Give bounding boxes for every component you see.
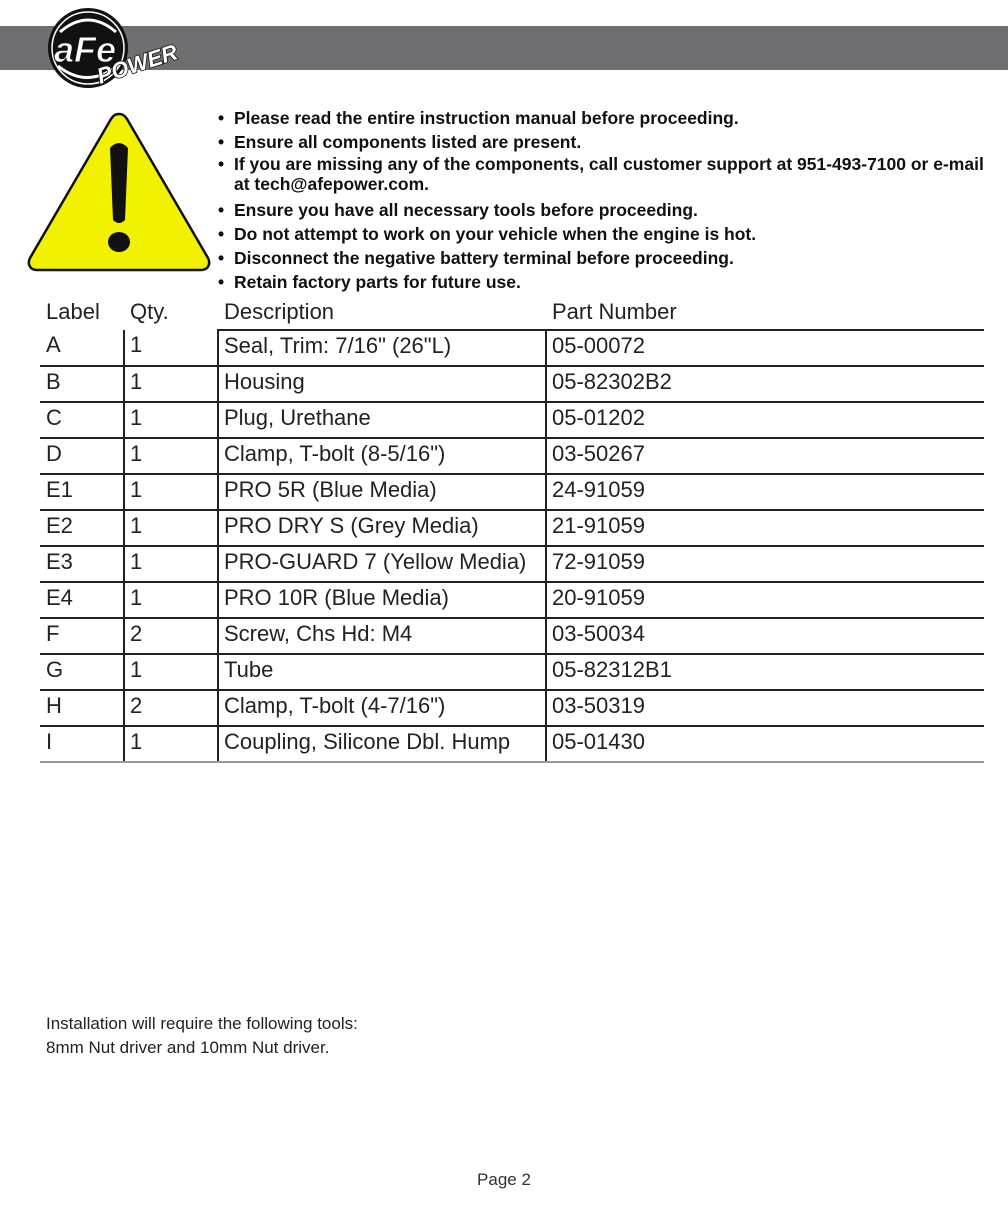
cell-label: E1 <box>40 474 124 510</box>
header-part-number: Part Number <box>546 294 984 330</box>
cell-label: C <box>40 402 124 438</box>
cell-qty: 1 <box>124 546 218 582</box>
cell-description: Clamp, T-bolt (4-7/16") <box>218 690 546 726</box>
cell-label: G <box>40 654 124 690</box>
table-row <box>40 474 984 510</box>
cell-part-number: 03-50267 <box>546 438 984 474</box>
table-row <box>40 618 984 654</box>
cell-qty: 1 <box>124 726 218 762</box>
cell-description: Coupling, Silicone Dbl. Hump <box>218 726 546 762</box>
table-row <box>40 546 984 582</box>
cell-qty: 2 <box>124 618 218 654</box>
brand-subtext: POWER <box>93 39 181 89</box>
cell-qty: 1 <box>124 366 218 402</box>
cell-part-number: 05-01202 <box>546 402 984 438</box>
cell-description: Seal, Trim: 7/16" (26"L) <box>218 330 546 366</box>
page-number: Page 2 <box>477 1170 531 1189</box>
cell-qty: 2 <box>124 690 218 726</box>
cell-label: E4 <box>40 582 124 618</box>
cell-part-number: 05-82312B1 <box>546 654 984 690</box>
table-row <box>40 402 984 438</box>
table-row <box>40 330 984 366</box>
cell-label: E3 <box>40 546 124 582</box>
cell-part-number: 21-91059 <box>546 510 984 546</box>
cell-part-number: 24-91059 <box>546 474 984 510</box>
tools-line-2: 8mm Nut driver and 10mm Nut driver. <box>46 1038 330 1057</box>
cell-description: Clamp, T-bolt (8-5/16") <box>218 438 546 474</box>
cell-qty: 1 <box>124 582 218 618</box>
cell-qty: 1 <box>124 330 218 366</box>
cell-part-number: 05-00072 <box>546 330 984 366</box>
parts-table <box>40 294 984 763</box>
warning-bullet: • Ensure you have all necessary tools before proceeding. <box>218 200 698 220</box>
table-row <box>40 654 984 690</box>
cell-label: H <box>40 690 124 726</box>
cell-description: PRO 10R (Blue Media) <box>218 582 546 618</box>
cell-description: Plug, Urethane <box>218 402 546 438</box>
table-row <box>40 438 984 474</box>
cell-qty: 1 <box>124 510 218 546</box>
cell-label: F <box>40 618 124 654</box>
warning-bullet: • If you are missing any of the components, call customer support at 951-493-7100 or e-mail at tech@afepower.com. <box>218 154 984 194</box>
warning-bullet: • Ensure all components listed are present. <box>218 132 582 152</box>
warning-bullet: • Retain factory parts for future use. <box>218 272 521 292</box>
table-row <box>40 582 984 618</box>
cell-description: PRO DRY S (Grey Media) <box>218 510 546 546</box>
cell-label: D <box>40 438 124 474</box>
cell-description: Tube <box>218 654 546 690</box>
cell-part-number: 20-91059 <box>546 582 984 618</box>
cell-part-number: 72-91059 <box>546 546 984 582</box>
table-row <box>40 690 984 726</box>
warning-bullet-list <box>218 106 998 294</box>
cell-label: I <box>40 726 124 762</box>
table-row <box>40 726 984 762</box>
cell-qty: 1 <box>124 654 218 690</box>
cell-label: A <box>40 330 124 366</box>
warning-bullet: • Disconnect the negative battery terminal before proceeding. <box>218 248 734 268</box>
table-row <box>40 510 984 546</box>
cell-qty: 1 <box>124 402 218 438</box>
warning-bullet: • Please read the entire instruction manual before proceeding. <box>218 108 739 128</box>
cell-description: PRO 5R (Blue Media) <box>218 474 546 510</box>
cell-description: Housing <box>218 366 546 402</box>
cell-label: B <box>40 366 124 402</box>
tools-note <box>46 1012 358 1060</box>
warning-triangle-icon <box>24 108 214 274</box>
cell-part-number: 03-50034 <box>546 618 984 654</box>
cell-part-number: 03-50319 <box>546 690 984 726</box>
brand-text: aFe <box>54 29 117 70</box>
tools-line-1: Installation will require the following tools: <box>46 1014 358 1033</box>
cell-part-number: 05-82302B2 <box>546 366 984 402</box>
afe-power-logo <box>40 2 200 98</box>
header-label: Label <box>46 299 100 324</box>
header-qty: Qty. <box>130 299 169 324</box>
cell-description: Screw, Chs Hd: M4 <box>218 618 546 654</box>
table-header-row <box>40 294 984 330</box>
parts-table-body <box>40 330 984 762</box>
cell-description: PRO-GUARD 7 (Yellow Media) <box>218 546 546 582</box>
warning-bullet: • Do not attempt to work on your vehicle when the engine is hot. <box>218 224 757 244</box>
cell-qty: 1 <box>124 438 218 474</box>
cell-qty: 1 <box>124 474 218 510</box>
cell-part-number: 05-01430 <box>546 726 984 762</box>
cell-label: E2 <box>40 510 124 546</box>
table-row <box>40 366 984 402</box>
header-description: Description <box>218 294 546 330</box>
